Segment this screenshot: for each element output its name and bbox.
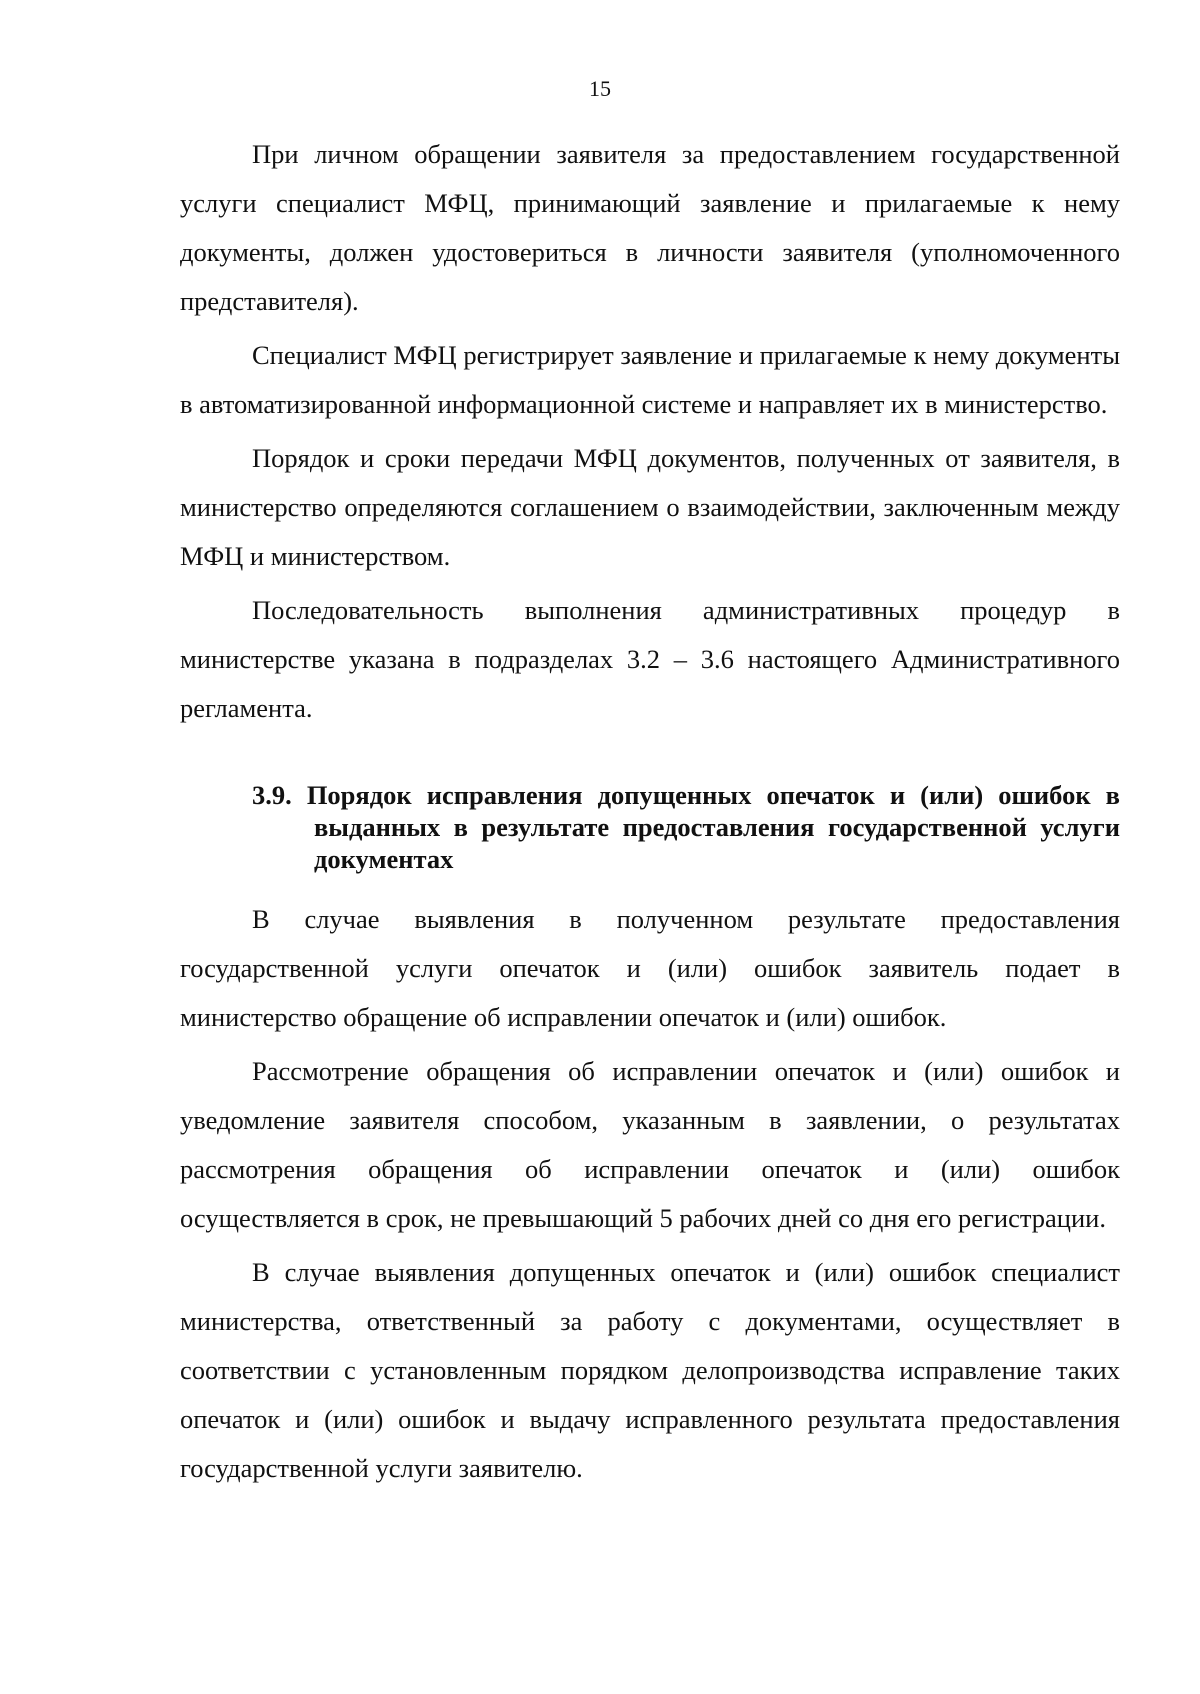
paragraph: При личном обращении заявителя за предоставлением государственной услуги специалист МФЦ, принимающий заявление и прилагаемые к нему документы, должен удостовериться в личности заявителя (уполномоченного представителя). (180, 139, 1120, 316)
section-heading: 3.9. Порядок исправления допущенных опечаток и (или) ошибок в выданных в результате предоставления государственной услуги документах (252, 780, 1120, 874)
paragraph: В случае выявления допущенных опечаток и (или) ошибок специалист министерства, ответственный за работу с документами, осуществляет в соответствии с установленным порядком делопроизводства исправление таких опечаток и (или) ошибок и выдачу исправленного результата предоставления государственной услуги заявителю. (180, 1257, 1120, 1483)
paragraph: Рассмотрение обращения об исправлении опечаток и (или) ошибок и уведомление заявителя способом, указанным в заявлении, о результатах рассмотрения обращения об исправлении опечаток и (или) ошибок осуществляется в срок, не превышающий 5 рабочих дней со дня его регистрации. (180, 1056, 1120, 1233)
paragraph: В случае выявления в полученном результате предоставления государственной услуги опечаток и (или) ошибок заявитель подает в министерство обращение об исправлении опечаток и (или) ошибок. (180, 904, 1120, 1032)
document-body (180, 130, 1120, 1493)
paragraph: Порядок и сроки передачи МФЦ документов, полученных от заявителя, в министерство определяются соглашением о взаимодействии, заключенным между МФЦ и министерством. (180, 443, 1120, 571)
paragraph: Последовательность выполнения административных процедур в министерстве указана в подразделах 3.2 – 3.6 настоящего Административного регламента. (180, 595, 1120, 723)
paragraph: Специалист МФЦ регистрирует заявление и прилагаемые к нему документы в автоматизированной информационной системе и направляет их в министерство. (180, 340, 1120, 419)
page-number: 15 (589, 76, 611, 101)
